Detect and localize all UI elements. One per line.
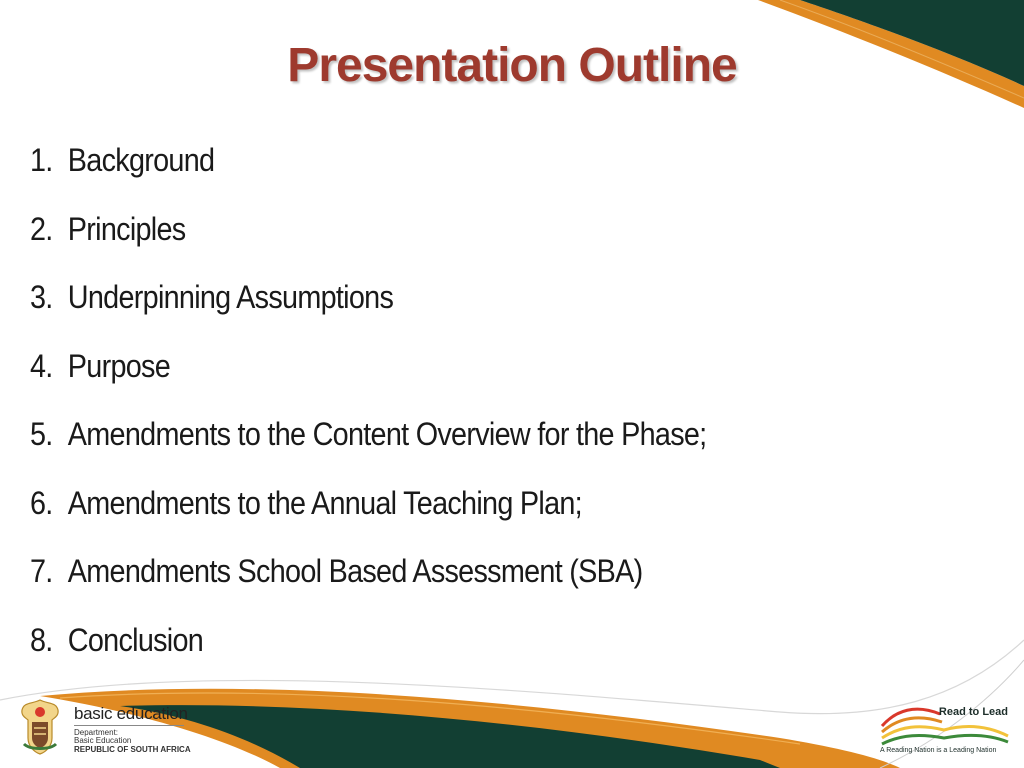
item-number: 2. [30,210,53,247]
campaign-tagline: A Reading Nation is a Leading Nation [880,747,997,754]
item-text: Amendments School Based Assessment (SBA) [67,553,643,589]
outline-item [30,416,706,485]
outline-item [30,622,706,691]
department-line-1: Department: [74,728,119,737]
item-text: Conclusion [67,621,204,658]
item-number: 1. [30,142,53,178]
slide-title: Presentation Outline [287,39,737,92]
outline-item [30,211,706,280]
item-number: 3. [30,279,53,315]
item-number: 7. [30,553,53,589]
item-text: Principles [67,210,186,247]
item-number: 6. [30,484,53,521]
item-text: Underpinning Assumptions [67,279,394,315]
outline-item [30,279,706,348]
outline-item [30,348,706,417]
item-text: Purpose [67,347,171,384]
item-number: 8. [30,621,53,658]
item-text: Amendments to the Content Overview for the Phase; [67,416,707,452]
coat-of-arms-icon [18,698,62,756]
item-number: 4. [30,347,53,384]
outline-item [30,142,706,211]
department-name: basic education [74,704,188,723]
department-divider [74,725,184,726]
read-to-lead-logo [874,698,1014,762]
department-line-2: Basic Education [74,736,132,745]
department-logo [18,694,218,760]
item-text: Background [67,142,215,178]
outline-item [30,485,706,554]
outline-list [30,142,782,690]
outline-item [30,553,706,622]
item-text: Amendments to the Annual Teaching Plan; [67,484,582,521]
campaign-title: Read to Lead [938,706,1008,718]
item-number: 5. [30,416,53,452]
department-line-3: REPUBLIC OF SOUTH AFRICA [74,745,191,754]
